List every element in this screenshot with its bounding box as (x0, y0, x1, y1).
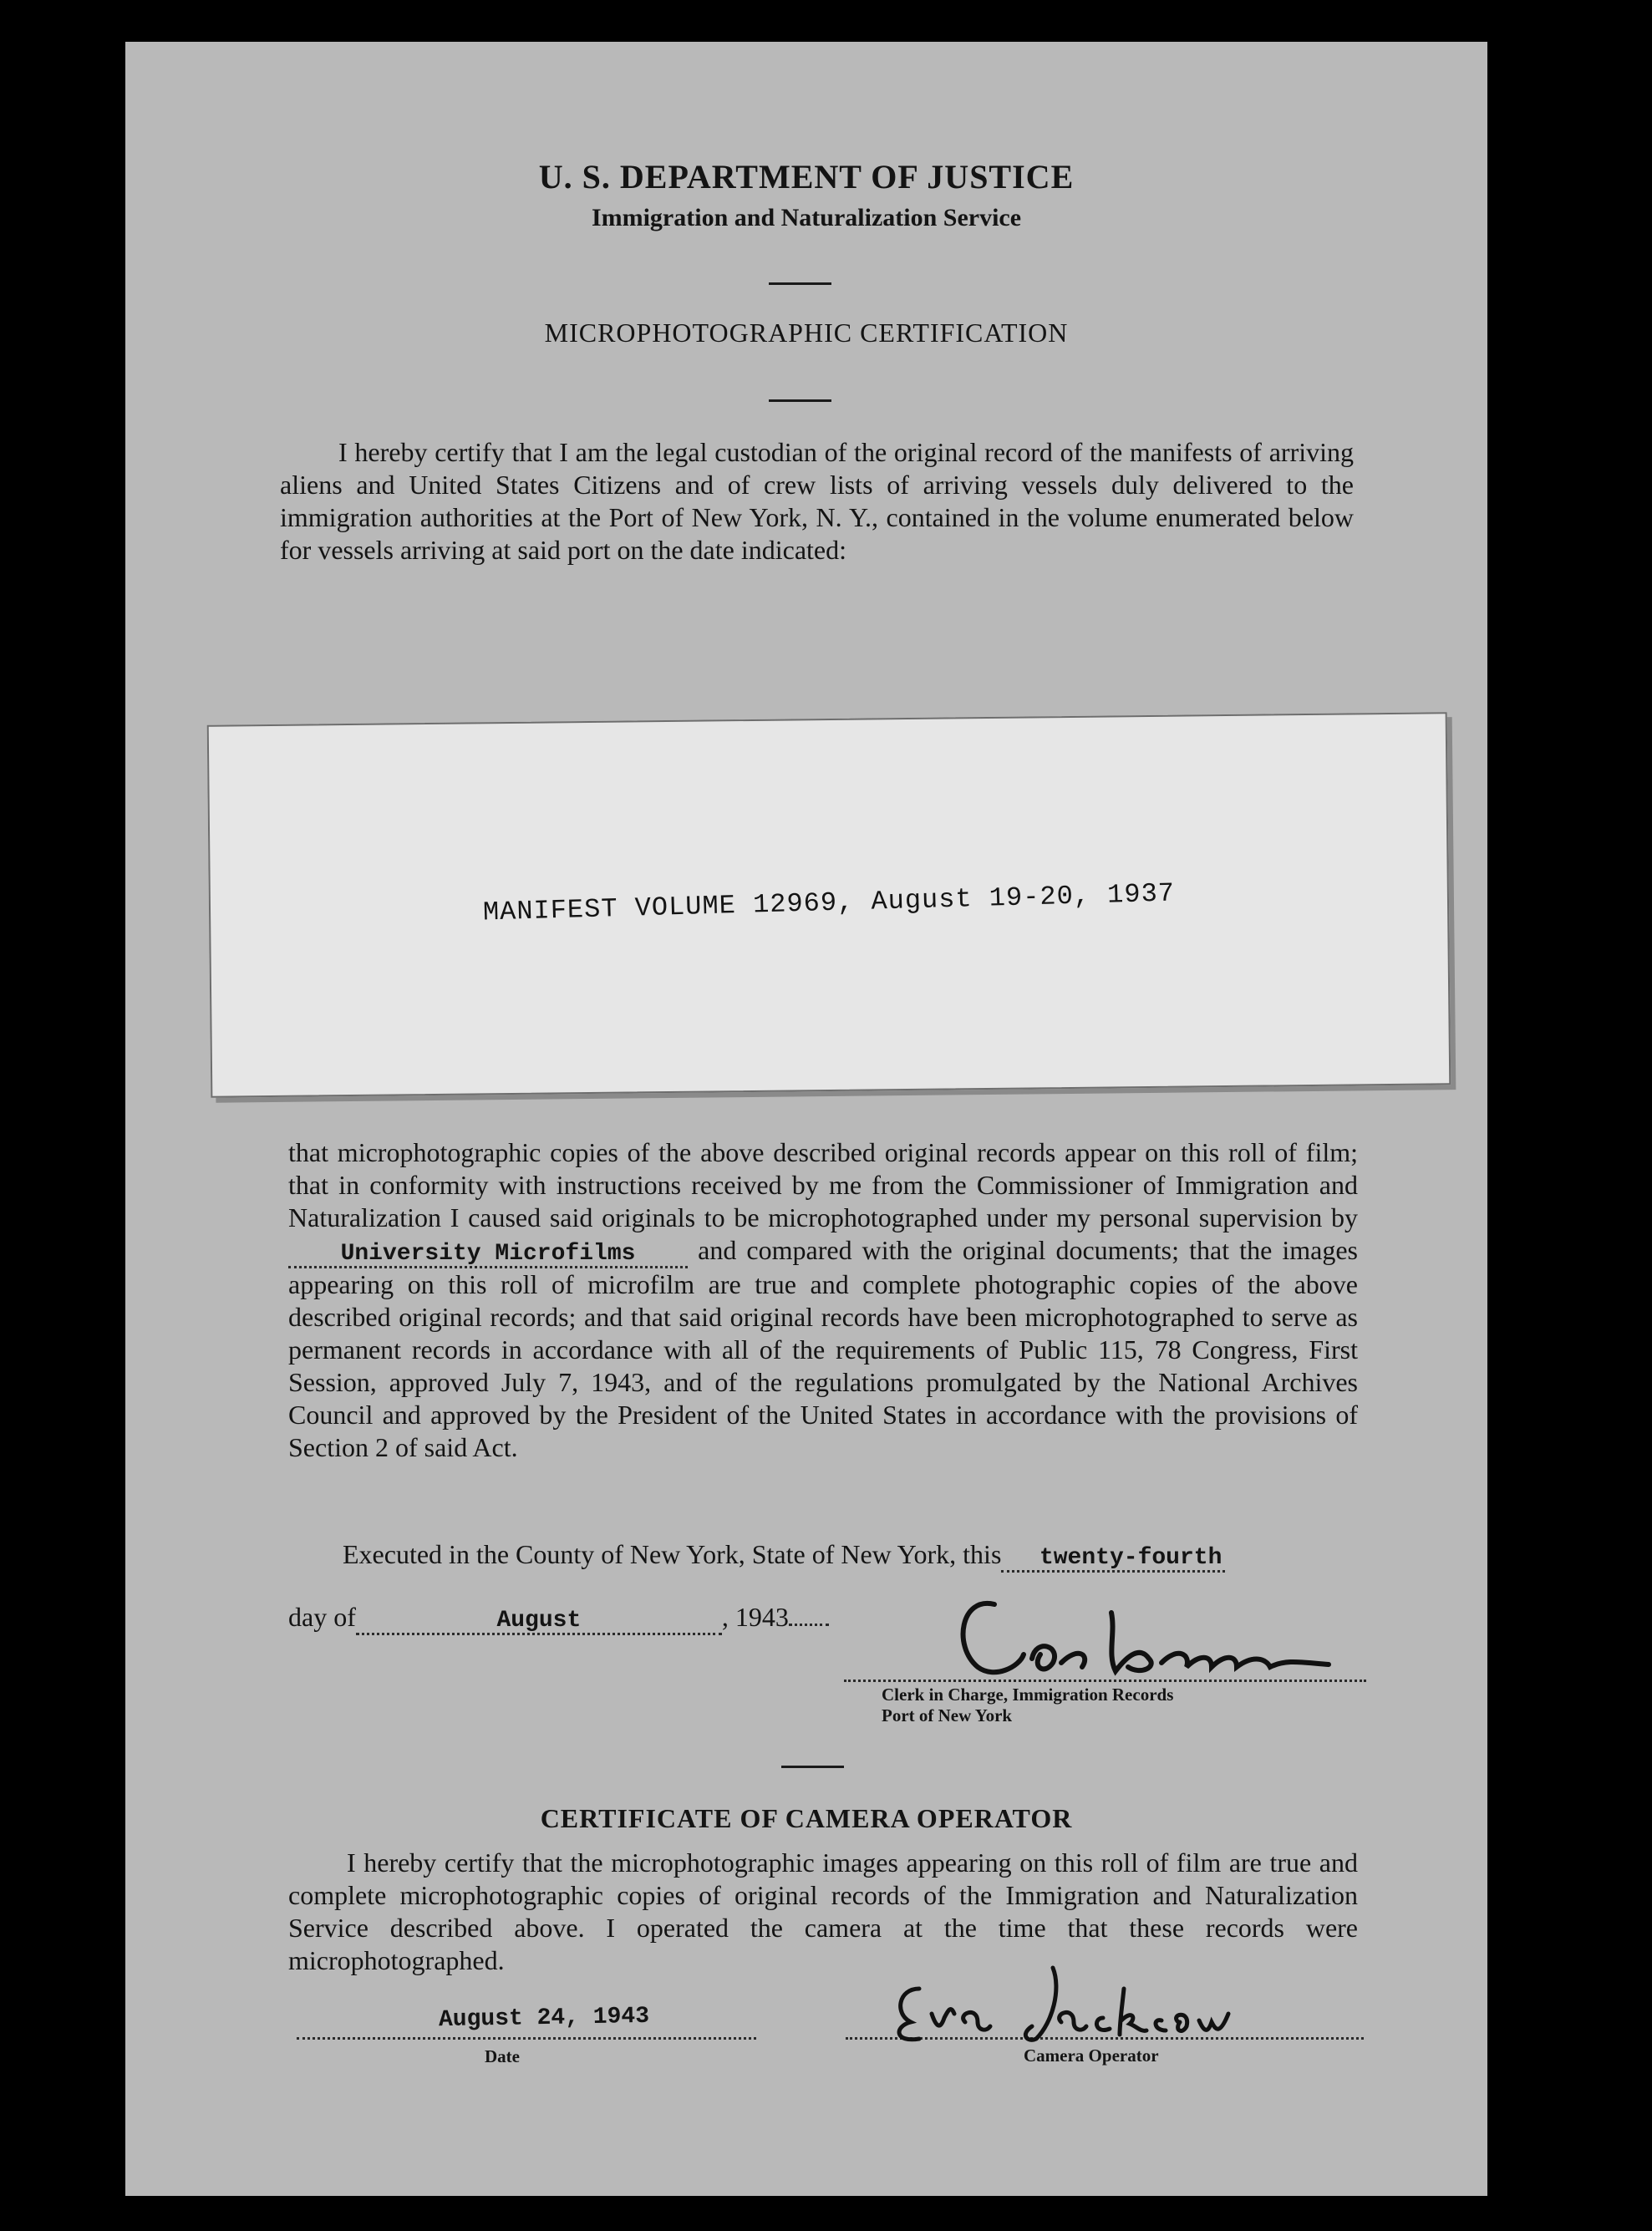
contractor-name: University Microfilms (340, 1241, 636, 1267)
operator-signature (886, 1955, 1270, 2047)
date-signature-line (297, 2037, 756, 2040)
clerk-signature (936, 1588, 1354, 1688)
camera-operator-label: Camera Operator (1024, 2046, 1159, 2066)
execution-line (343, 1539, 1225, 1573)
contractor-field (288, 1238, 688, 1268)
manifest-volume-text: MANIFEST VOLUME 12969, August 19-20, 1937 (482, 877, 1176, 928)
day-of-label: day of (288, 1602, 356, 1632)
department-heading: U. S. DEPARTMENT OF JUSTICE (538, 158, 1075, 196)
execution-day: twenty-fourth (1039, 1545, 1222, 1571)
camera-date-value: August 24, 1943 (438, 2003, 650, 2034)
date-line (288, 1602, 829, 1635)
divider-2 (769, 399, 831, 402)
body-part-1: that microphotographic copies of the above described original records appear on this roll of film; that in conformity with instructions received by me from the Commissioner of Immigration and Naturalization I caused said originals to be microphotographed under my personal supervision by (288, 1137, 1358, 1232)
month-field (356, 1605, 722, 1635)
camera-date-label: Date (485, 2046, 520, 2066)
camera-operator-title: CERTIFICATE OF CAMERA OPERATOR (540, 1803, 1073, 1833)
clerk-title-line-2: Port of New York (882, 1705, 1013, 1725)
divider-3 (781, 1766, 844, 1768)
body-part-2: and compared with the original documents; that the images appearing on this roll of microfilm are true and complete photographic copies of the above described original records; and that said original records have been microphotographed to serve as permanent records in accordance with all of the requirements of Public 115, 78 Congress, First Session, approved July 7, 1943, and of the regulations promulgated by the National Archives Council and approved by the President of the United States in accordance with the provisions of Section 2 of said Act. (288, 1235, 1359, 1462)
execution-prefix: Executed in the County of New York, State of New York, this (343, 1539, 1002, 1569)
year-prefix: , 194 (721, 1602, 775, 1632)
intro-paragraph: I hereby certify that I am the legal custodian of the original record of the manifests of arriving aliens and United States Citizens and of crew lists of arriving vessels duly delivered to the immigration authorities at the Port of New York, N. Y., contained in the volume enumerated below for vessels arriving at said port on the date indicated: (280, 437, 1354, 565)
divider-1 (769, 282, 831, 285)
manifest-slip (207, 712, 1451, 1098)
execution-month: August (496, 1608, 582, 1634)
year-digit: 3 (775, 1602, 789, 1632)
certification-title: MICROPHOTOGRAPHIC CERTIFICATION (544, 318, 1069, 348)
year-trailing-dots (789, 1624, 829, 1626)
certificate-page (125, 42, 1487, 2196)
clerk-title-line-1: Clerk in Charge, Immigration Records (882, 1685, 1174, 1705)
camera-operator-paragraph: I hereby certify that the microphotographic images appearing on this roll of film are true and complete microphotographic copies of original records of the Immigration and Naturalization Service described above. I operated the camera at the time that these records were microphotographed. (288, 1847, 1358, 1975)
certification-body (288, 1136, 1358, 1464)
execution-day-field (1001, 1542, 1225, 1573)
service-subheading: Immigration and Naturalization Service (591, 204, 1022, 231)
